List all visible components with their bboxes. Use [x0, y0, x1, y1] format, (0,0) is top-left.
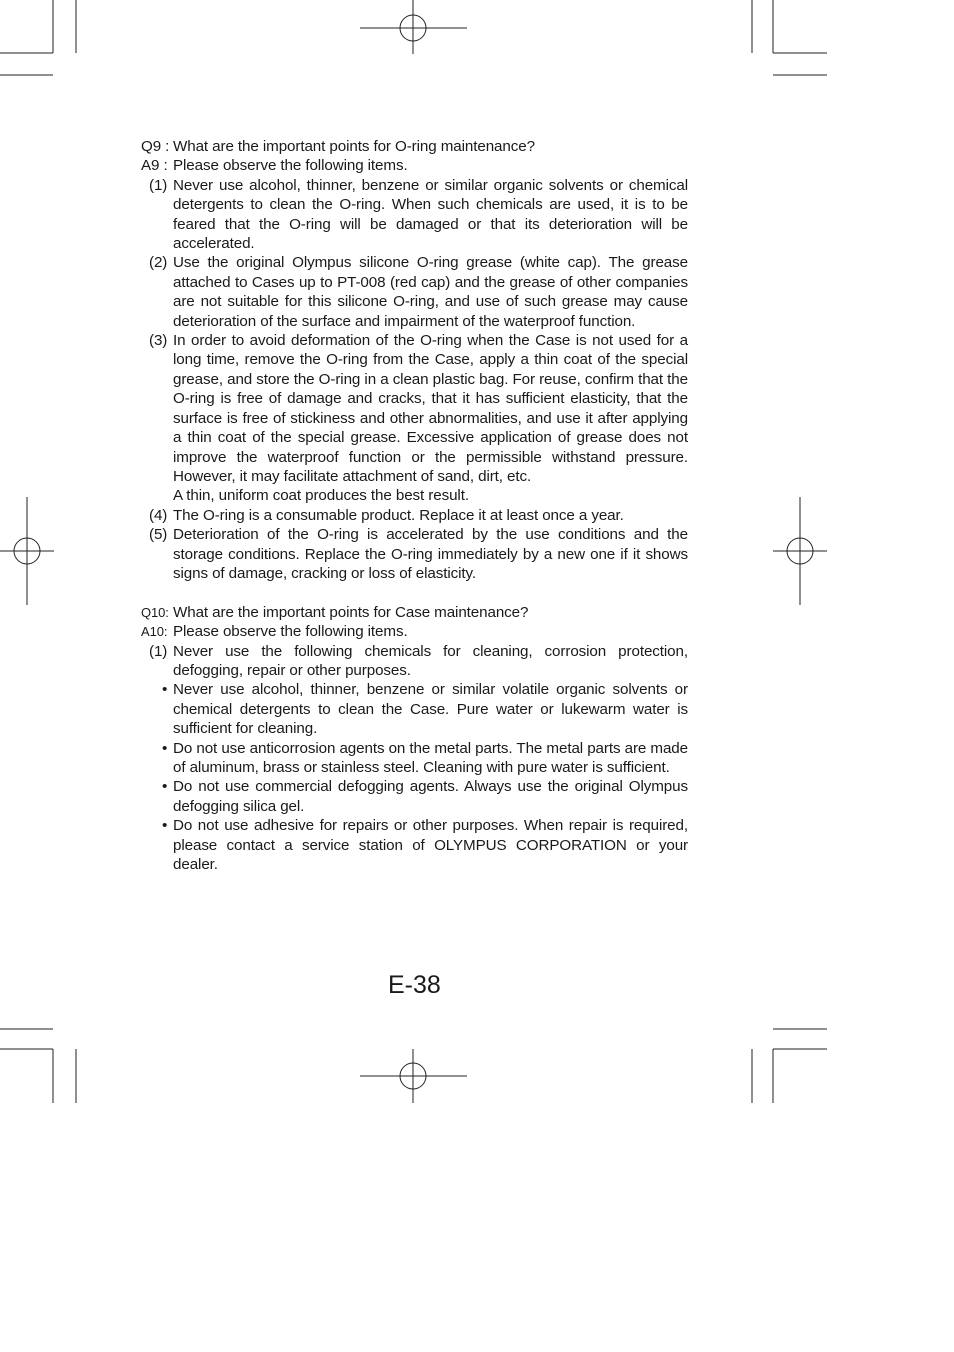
q9-item-4 — [141, 506, 688, 525]
q9-item-2-number: (2) — [149, 254, 168, 272]
q9-question-label: Q9 : — [141, 138, 170, 155]
q10-item-1 — [141, 642, 688, 681]
q10-answer-line — [141, 622, 688, 641]
q10-bullet-2-text: Do not use anticorrosion agents on the metal parts. The metal parts are made of aluminum, brass or stainless steel. Cleaning with pure water is sufficient. — [173, 739, 688, 776]
q9-item-2 — [141, 253, 688, 331]
q9-answer-label: A9 : — [141, 157, 168, 175]
q9-item-5-text: Deterioration of the O-ring is accelerated by the use conditions and the storage conditions. Replace the O-ring immediately by a new one if it shows signs of damage, cracking or loss of elasticity. — [173, 526, 688, 582]
q9-answer-text: Please observe the following items. — [173, 157, 408, 175]
q9-item-5 — [141, 525, 688, 583]
q10-bullet-4-text: Do not use adhesive for repairs or other purposes. When repair is required, please contact a service station of OLYMPUS CORPORATION or your dealer. — [173, 817, 688, 874]
page-number: E-38 — [388, 971, 441, 999]
q10-question-text: What are the important points for Case maintenance? — [173, 603, 529, 621]
q10-item-1-number: (1) — [149, 642, 168, 660]
bullet-marker: • — [162, 739, 168, 757]
q10-bullet-1 — [141, 680, 688, 738]
q9-question-line — [141, 137, 688, 156]
q9-item-1-text: Never use alcohol, thinner, benzene or similar organic solvents or chemical detergents to clean the O-ring. When such chemicals are used, it is to be feared that the O-ring will be damaged or that its deterioration will be accelerated. — [173, 176, 688, 253]
q9-item-3-number: (3) — [149, 332, 168, 350]
section-spacer — [141, 583, 688, 602]
q10-question-label: Q10: — [141, 604, 169, 620]
q10-answer-label: A10: — [141, 624, 168, 640]
q10-bullet-1-text: Never use alcohol, thinner, benzene or similar volatile organic solvents or chemical detergents to clean the Case. Pure water or lukewarm water is sufficient for cleaning. — [173, 681, 688, 738]
q9-item-3 — [141, 331, 688, 486]
q9-answer-line — [141, 156, 688, 175]
manual-page-body — [141, 137, 688, 874]
bullet-marker: • — [162, 681, 168, 699]
q10-bullet-3 — [141, 777, 688, 816]
q10-answer-text: Please observe the following items. — [173, 623, 408, 641]
q10-bullet-3-text: Do not use commercial defogging agents. Always use the original Olympus defogging silica gel. — [173, 778, 688, 815]
q10-bullet-2 — [141, 739, 688, 778]
q9-item-1 — [141, 176, 688, 254]
q9-item-4-text: The O-ring is a consumable product. Replace it at least once a year. — [173, 506, 624, 524]
bullet-marker: • — [162, 817, 168, 835]
bullet-marker: • — [162, 778, 168, 796]
q9-item-1-number: (1) — [149, 176, 168, 194]
q9-item-5-number: (5) — [149, 526, 168, 544]
q10-item-1-text: Never use the following chemicals for cleaning, corrosion protection, defogging, repair or other purposes. — [173, 642, 688, 679]
q10-question-line — [141, 603, 688, 622]
q10-bullet-4 — [141, 816, 688, 874]
q9-item-3-note: A thin, uniform coat produces the best result. — [173, 487, 469, 505]
q9-item-3-text: In order to avoid deformation of the O-ring when the Case is not used for a long time, remove the O-ring from the Case, apply a thin coat of the special grease, and store the O-ring in a clean plastic bag. For reuse, confirm that the O-ring is free of damage and cracks, that it has sufficient elasticity, that the surface is free of stickiness and other abnormalities, and use it after applying a thin coat of the special grease. Excessive application of grease does not improve the waterproof function or the permissible withstand pressure. However, it may facilitate attachment of sand, dirt, etc. — [173, 332, 688, 485]
q9-item-4-number: (4) — [149, 506, 168, 524]
q9-item-2-text: Use the original Olympus silicone O-ring grease (white cap). The grease attached to Cases up to PT-008 (red cap) and the grease of other companies are not suitable for this silicone O-ring, and use of such grease may cause deterioration of the surface and impairment of the waterproof function. — [173, 254, 688, 330]
q9-question-text: What are the important points for O-ring maintenance? — [173, 138, 535, 155]
